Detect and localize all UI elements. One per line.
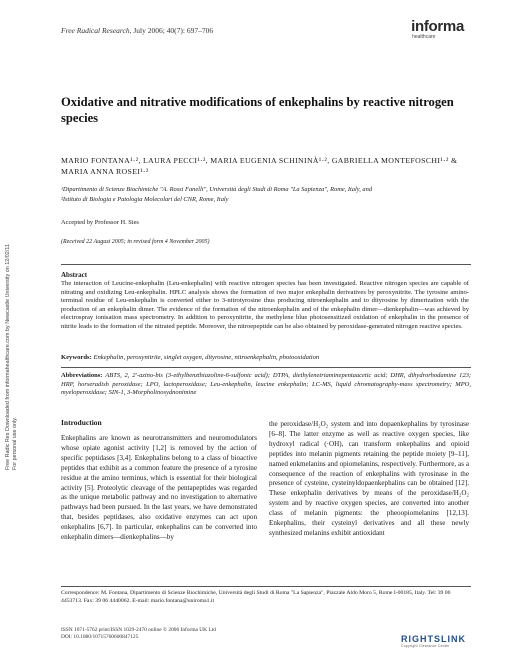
logo-word: informa	[411, 18, 464, 35]
affiliation-2: ²Istituto di Biologia e Patologia Molecolari del CNR, Rome, Italy	[61, 195, 229, 203]
author-list: MARIO FONTANA¹·², LAURA PECCI¹·², MARIA EUGENIA SCHININÀ¹·², GABRIELLA MONTEFOSCHI¹·² & MARIA ANNA ROSEI¹·²	[61, 156, 458, 176]
issn-line: ISSN 1071-5762 print/ISSN 1029-2470 online © 2006 Informa UK Ltd	[61, 627, 216, 633]
doi-line: DOI: 10.1080/10715760600847125	[61, 634, 139, 640]
download-side-note	[5, 50, 18, 470]
logo-sub: healthcare	[412, 34, 436, 40]
received-dates: (Received 22 August 2005; in revised form 4 November 2005)	[61, 239, 210, 245]
affiliations	[61, 185, 481, 204]
abbreviations	[61, 372, 471, 398]
introduction-heading: Introduction	[61, 418, 102, 427]
abbreviations-label: Abbreviations:	[61, 372, 103, 379]
divider-keywords	[61, 367, 471, 368]
journal-issue: July 2006; 40(7): 697–706	[133, 26, 214, 35]
paper-title: Oxidative and nitrative modifications of enkephalins by reactive nitrogen species	[61, 95, 454, 125]
abbreviations-value: ABTS, 2, 2′-azino-bis (3-ethylbenzthiazoline-6-sulfonic acid); DTPA, diethylenetriaminepentaacetic acid; DHR, dihydrorhodamine 123; HRP, horseradish peroxidase; LPO, lactoperoxidase; Leu-enkephalin, leucine enkephalin; LC-MS, liquid chromatography-mass spectrometry; MPO, myeloperoxidase; SIN-1, 3-Morpholinosydnonimine	[61, 372, 472, 397]
affiliation-1: ¹Dipartimento di Scienze Biochimiche "A. Rossi Fanelli", Università degli Studi di Roma "La Sapienza", Rome, Italy, and	[61, 186, 373, 193]
abstract-text: The interaction of Leucine-enkephalin (Leu-enkephalin) with reactive nitrogen species has been investigated. Reactive nitrogen species are capable of nitrating and oxidizing Leu-enkephalin. HPLC analysis shows the formation of two major enkephalin derivatives by peroxynitrite. The tyrosine amino-terminal residue of Leu-enkephalin is converted either to 3-nitrotyrosine thus producing nitroenkephalin and to dityrosine by dimerization with the production of an enkephalin dimer. The evidence of the formation of the nitroenkephalin and of the enkephalin dimer—dienkephalin—was achieved by electrospray ionisation mass spectrometry. In addition to peroxynitrite, the methylene blue photosensitized oxidation of enkephalin in the presence of nitrite leads to the formation of the nitrated peptide. Moreover, the nitroepeptide can be also obtained by peroxidase-generated nitrogen reactive species.	[61, 280, 469, 330]
journal-citation	[61, 26, 213, 35]
correspondence-footnote: Correspondence: M. Fontana, Dipartimento di Scienze Biochimiche, Università degli Studi di Roma "La Sapienza", Piazzale Aldo Moro 5, Rome I-00185, Italy. Tel: 39 06 4453713. Fax: 39 06 4440062. E-mail: mario.fontana@uniroma1.it	[61, 590, 451, 604]
issn-block	[61, 627, 361, 641]
journal-name: Free Radical Research,	[61, 26, 132, 35]
keywords-value: Enkephalin, peroxynitrite, singlet oxygen, dityrosine, nitroenkephalin, photooxidation	[93, 354, 320, 361]
publisher-logo	[411, 20, 464, 40]
rightslink-logo[interactable]	[401, 634, 466, 648]
divider-top	[61, 264, 471, 265]
accepted-by: Accepted by Professor H. Sies	[61, 219, 139, 226]
intro-column-1: Enkephalins are known as neurotransmitters and neuromodulators whose opiate agonist activity [1,2] is removed by the action of specific peptidases [3,4]. Enkephalins belong to a class of bioactive peptides that exhibit as a common feature the presence of a tyrosine residue at the amino terminus, which is essential for their biological activity [5]. Proteolytic cleavage of the pentapeptides was regarded as the unique metabolic pathway and no investigation to alternative pathways had been pursued. In the last years, we have demonstrated that, besides peptidases, also oxidative enzymes can act upon enkephalins [6,7]. In particular, enkephalins can be converted into enkephalin dimers—dienkephalins—by	[61, 434, 257, 542]
abstract-heading: Abstract	[61, 271, 88, 279]
rightslink-sub: Copyright Clearance Center	[401, 644, 450, 648]
divider-footnote	[61, 586, 471, 587]
intro-column-2: the peroxidase/H₂O₂ system and into dopaenkephalins by tyrosinase [6–8]. The latter enzyme as well as reactive oxygen species, like hydroxyl radical (·OH), can transform enkephalins and opioid peptides into melanin pigments retaining the peptide moiety [9–11], named enkmelanins and opiomelanins, respectively. Furthermore, as a consequence of the reaction of enkephalins with tyrosinase in the presence of cysteine, cysteinyldopaenkephalins can be obtained [12]. These enkephalin derivatives by means of the peroxidase/H₂O₂ system and by reactive oxygen species, are converted into another class of melanin pigments: the pheoopiomelanins [12,13]. Enkephalins, their cysteinyl derivatives and all these newly synthesized melanins exhibit antioxidant	[269, 420, 469, 537]
keywords	[61, 354, 471, 363]
side-note-text: Free Radic Res Downloaded from informahealthcare.com by Newcastle University on 12/02/11 For personal use only.	[5, 244, 18, 470]
keywords-label: Keywords:	[61, 354, 92, 361]
rightslink-word: RIGHTSLINK	[401, 634, 466, 644]
